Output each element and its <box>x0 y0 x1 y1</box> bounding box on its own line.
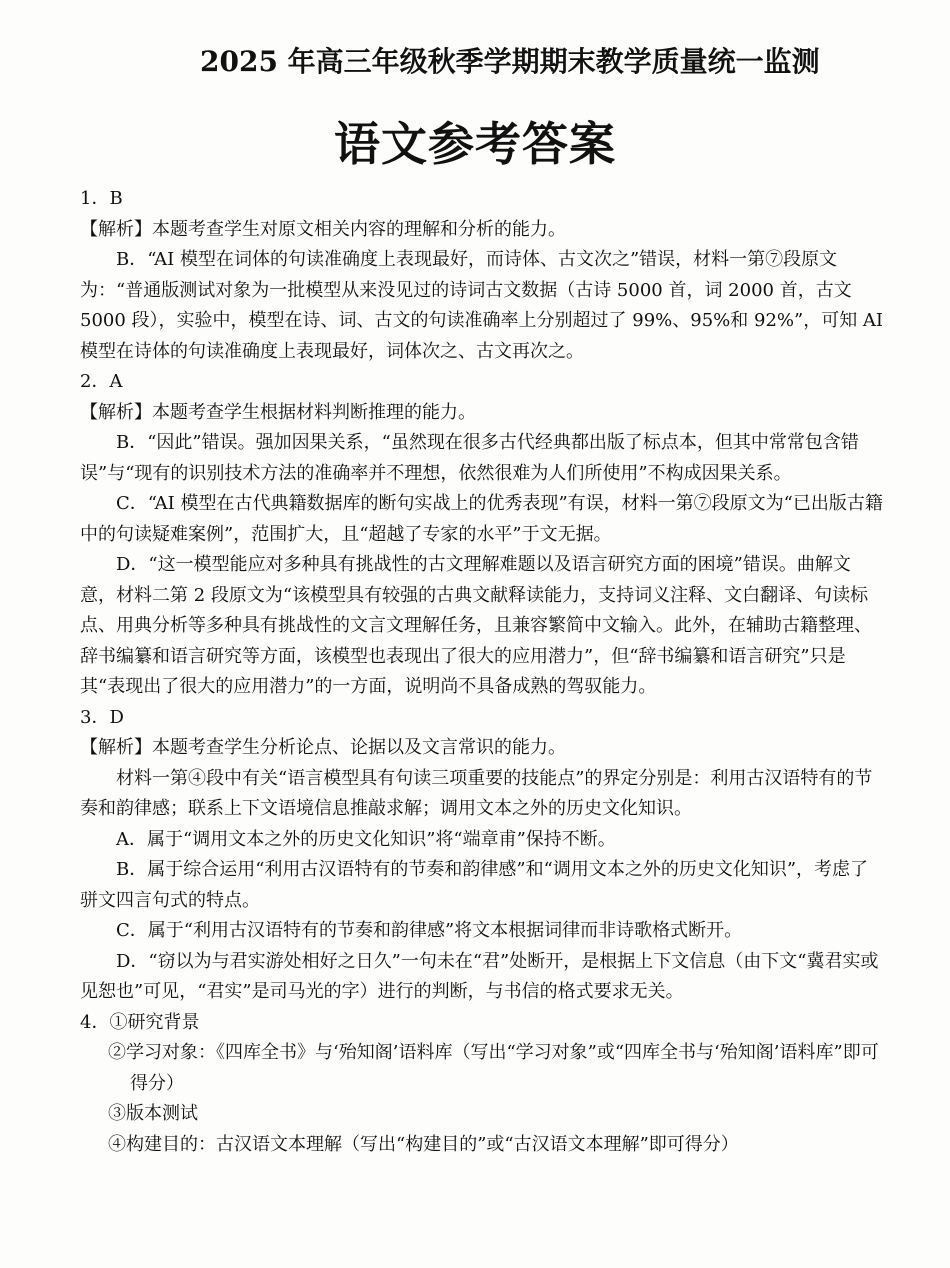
q2-answer: 2．A <box>80 371 123 392</box>
q4-answer: 4．①研究背景 <box>80 1011 200 1033</box>
q3-paragraph-c: C．属于“利用古汉语特有的节奏和韵律感”将文本根据词律而非诗歌格式断开。 <box>116 920 743 941</box>
q1-analysis: 【解析】本题考查学生对原文相关内容的理解和分析的能力。 <box>80 218 566 240</box>
q3-answer: 3．D <box>80 706 124 728</box>
q2-paragraph-d: D．“这一模型能应对多种具有挑战性的古文理解难题以及语言研究方面的困境”错误。曲解文意，材料二第 2 段原文为“该模型具有较强的古典文献释读能力，支持词义注释、文白翻译、句读标点、用典分析等多种具有挑战性的文言文理解任务，且兼容繁简中文输入。此外，在辅助古籍整理、辞书编纂和语言研究等方面，该模型也表现出了很大的应用潜力”，但“辞书编纂和语言研究”只是其“表现出了很大的应用潜力”的一方面，说明尚不具备成熟的驾驭能力。 <box>80 554 872 697</box>
q1-paragraph: B．“AI 模型在词体的句读准确度上表现最好，而诗体、古文次之”错误，材料一第⑦段原文为：“普通版测试对象为一批模型从来没见过的诗词古文数据（古诗 5000 首，词 2000 首，古文 5000 段），实验中，模型在诗、词、古文的句读准确率上分别超过了 99%、95%和 92%”，可知 AI 模型在诗体的句读准确度上表现最好，词体次之、古文再次之。 <box>80 249 884 362</box>
q4-item-2: ②学习对象：《四库全书》与‘殆知阁’语料库（写出“学习对象”或“四库全书与‘殆知阁’语料库”即可得分） <box>108 1042 879 1094</box>
q3-paragraph-b: B．属于综合运用“利用古汉语特有的节奏和韵律感”和“调用文本之外的历史文化知识”，考虑了骈文四言句式的特点。 <box>80 859 869 911</box>
answer-content <box>80 184 886 1160</box>
document-title: 语文参考答案 <box>334 117 616 171</box>
q2-analysis: 【解析】本题考查学生根据材料判断推理的能力。 <box>80 401 476 423</box>
q2-paragraph-b: B．“因此”错误。强加因果关系，“虽然现在很多古代经典都出版了标点本，但其中常常包含错误”与“现有的识别技术方法的准确率并不理想，依然很难为人们所使用”不构成因果关系。 <box>80 432 859 484</box>
q3-paragraph-intro: 材料一第④段中有关“语言模型具有句读三项重要的技能点”的界定分别是：利用古汉语特有的节奏和韵律感；联系上下文语境信息推敲求解；调用文本之外的历史文化知识。 <box>80 767 873 819</box>
q3-paragraph-a: A．属于“调用文本之外的历史文化知识”将“端章甫”保持不断。 <box>116 828 616 850</box>
q1-answer: 1．B <box>80 188 123 209</box>
q2-paragraph-c: C．“AI 模型在古代典籍数据库的断句实战上的优秀表现”有误，材料一第⑦段原文为“已出版古籍中的句读疑难案例”，范围扩大，且“超越了专家的水平”于文无据。 <box>80 493 883 545</box>
q3-analysis: 【解析】本题考查学生分析论点、论据以及文言常识的能力。 <box>80 737 566 758</box>
q4-item-3: ③版本测试 <box>108 1103 198 1124</box>
exam-title: 2025 年高三年级秋季学期期末教学质量统一监测 <box>200 45 820 78</box>
q4-item-4: ④构建目的：古汉语文本理解（写出“构建目的”或“古汉语文本理解”即可得分） <box>108 1133 739 1155</box>
q3-paragraph-d: D．“窃以为与君实游处相好之日久”一句未在“君”处断开，是根据上下文信息（由下文“冀君实或见恕也”可见，“君实”是司马光的字）进行的判断，与书信的格式要求无关。 <box>80 950 879 1002</box>
